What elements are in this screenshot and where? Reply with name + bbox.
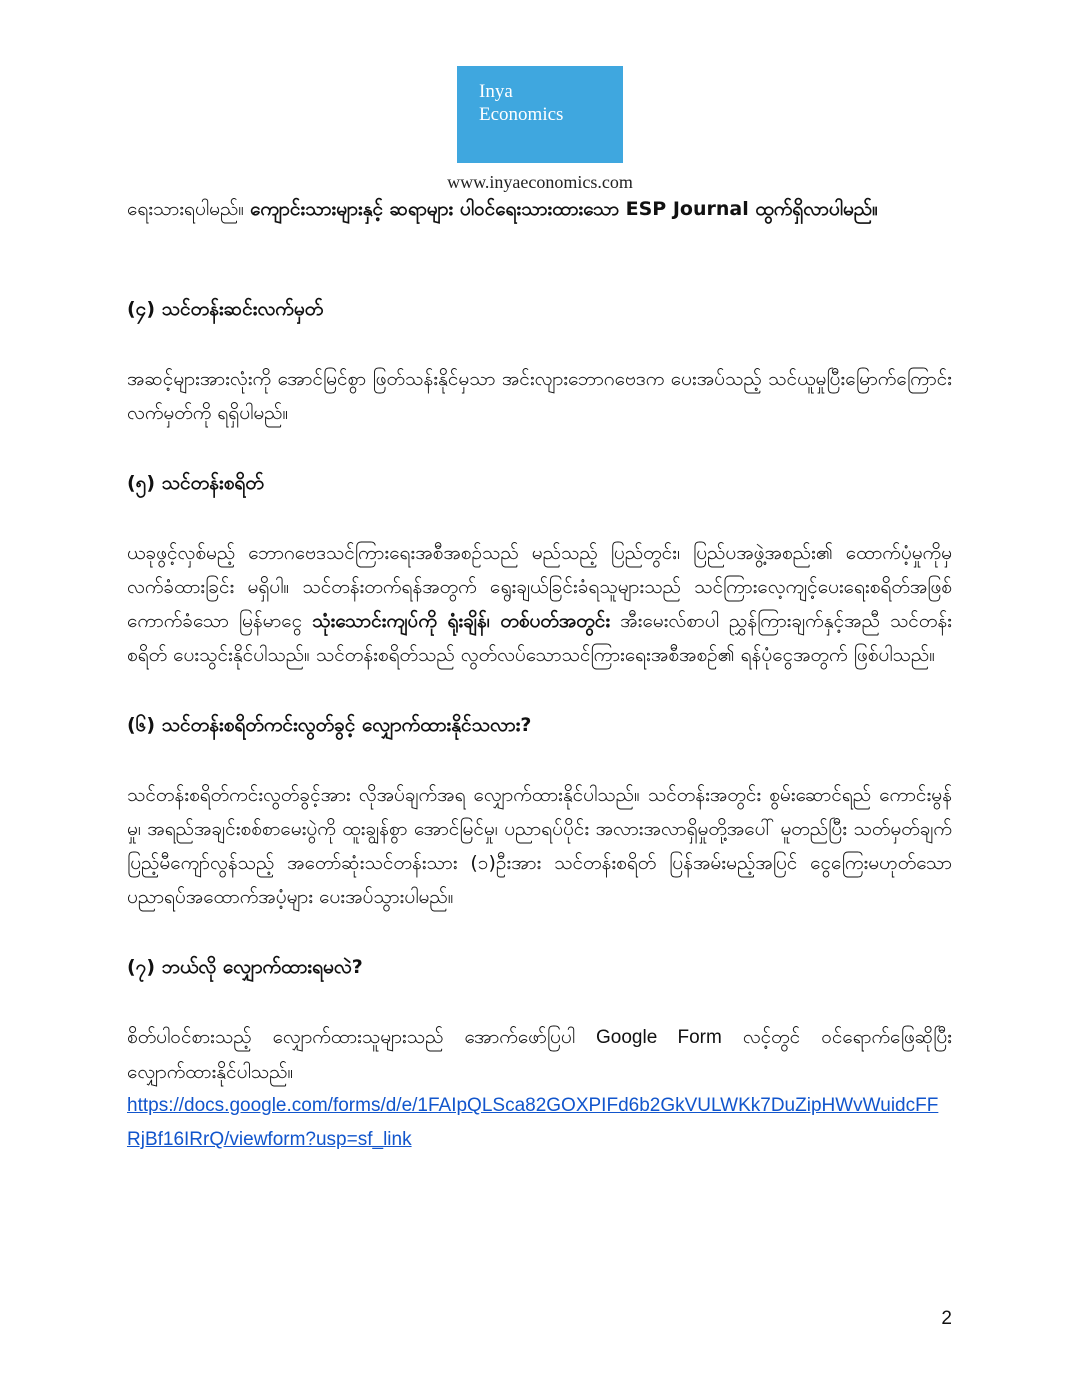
section-5-body xyxy=(127,536,952,672)
section-7-text-a: စိတ်ပါဝင်စားသည့် လျှောက်ထားသူများသည် အောက်ဖော်ပြပါ xyxy=(127,1026,596,1048)
section-4-body: အဆင့်များအားလုံးကို အောင်မြင်စွာ ဖြတ်သန်းနိုင်မှသာ အင်းလျားဘောဂဗေဒက ပေးအပ်သည့် သင်ယူမှုပြီးမြောက်ကြောင်း လက်မှတ်ကို ရရှိပါမည်။ xyxy=(127,368,952,424)
section-6-heading: (၆) သင်တန်းစရိတ်ကင်းလွတ်ခွင့် လျှောက်ထားနိုင်သလား? xyxy=(127,714,532,736)
page-number: 2 xyxy=(941,1308,952,1329)
logo-line-1: Inya xyxy=(479,81,513,102)
section-7-body xyxy=(127,1020,952,1089)
section-5-text-b: အီးမေးလ်စာပါ ညွှန်ကြားချက်နှင့်အညီ သင်တန်းစရိတ် ပေးသွင်းနိုင်ပါသည်။ သင်တန်းစရိတ်သည် လွတ်လပ်သောသင်ကြားရေးအစီအစဉ်၏ ရန်ပုံငွေအတွက် ဖြစ်ပါသည်။ xyxy=(127,610,953,666)
section-7-text-b: လင့်တွင် ဝင်ရောက်ဖြေဆိုပြီး လျှောက်ထားနိုင်ပါသည်။ xyxy=(127,1026,952,1083)
section-5-heading: (၅) သင်တန်းစရိတ် xyxy=(127,472,264,494)
intro-paragraph xyxy=(127,192,952,226)
google-form-label: Google Form xyxy=(596,1027,722,1048)
section-7-heading: (၇) ဘယ်လို လျှောက်ထားရမလဲ? xyxy=(127,956,363,978)
section-5-text-a: ယခုဖွင့်လှစ်မည့် ဘောဂဗေဒသင်ကြားရေးအစီအစဉ်သည် မည်သည့် ပြည်တွင်း၊ ပြည်ပအဖွဲ့အစည်း၏ ထောက်ပံ့မှုကိုမှ လက်ခံထားခြင်း မရှိပါ။ သင်တန်းတက်ရန်အတွက် ရွေးချယ်ခြင်းခံရသူများသည် သင်ကြားလေ့ကျင့်ပေးရေးစရိတ်အဖြစ် ကောက်ခံသော မြန်မာငွေ xyxy=(127,542,952,632)
intro-text: ရေးသားရပါမည်။ xyxy=(127,198,251,220)
section-6-body: သင်တန်းစရိတ်ကင်းလွတ်ခွင့်အား လိုအပ်ချက်အရ လျှောက်ထားနိုင်ပါသည်။ သင်တန်းအတွင်း စွမ်းဆောင်ရည် ကောင်းမွန်မှု၊ အရည်အချင်းစစ်စာမေးပွဲကို ထူးချွန်စွာ အောင်မြင်မှု၊ ပညာရပ်ပိုင်း အလားအလာရှိမှုတို့အပေါ် မူတည်ပြီး သတ်မှတ်ချက် ပြည့်မီကျော်လွန်သည့် အတော်ဆုံးသင်တန်းသား (၁)ဦးအား သင်တန်းစရိတ် ပြန်အမ်းမည့်အပြင် ငွေကြေးမဟုတ်သော ပညာရပ်အထောက်အပံ့များ ပေးအပ်သွားပါမည်။ xyxy=(127,784,952,908)
inya-economics-logo xyxy=(457,66,623,163)
section-5-bold-text: သုံးသောင်းကျပ်ကို ရုံးချိန်၊ တစ်ပတ်အတွင်း xyxy=(312,610,611,632)
website-url: www.inyaeconomics.com xyxy=(447,172,633,192)
intro-bold-text: ကျောင်းသားများနှင့် ဆရာများ ပါဝင်ရေးသားထားသော ESP Journal ထွက်ရှိလာပါမည်။ xyxy=(250,198,878,220)
google-form-link[interactable]: https://docs.google.com/forms/d/e/1FAIpQLSca82GOXPIFd6b2GkVULWKk7DuZipHWvWuidcFFRjBf16IRrQ/viewform?usp=sf_link xyxy=(127,1095,939,1150)
document-body xyxy=(127,192,952,1157)
section-4-heading: (၄) သင်တန်းဆင်းလက်မှတ် xyxy=(127,298,324,320)
logo-line-2: Economics xyxy=(479,104,564,125)
